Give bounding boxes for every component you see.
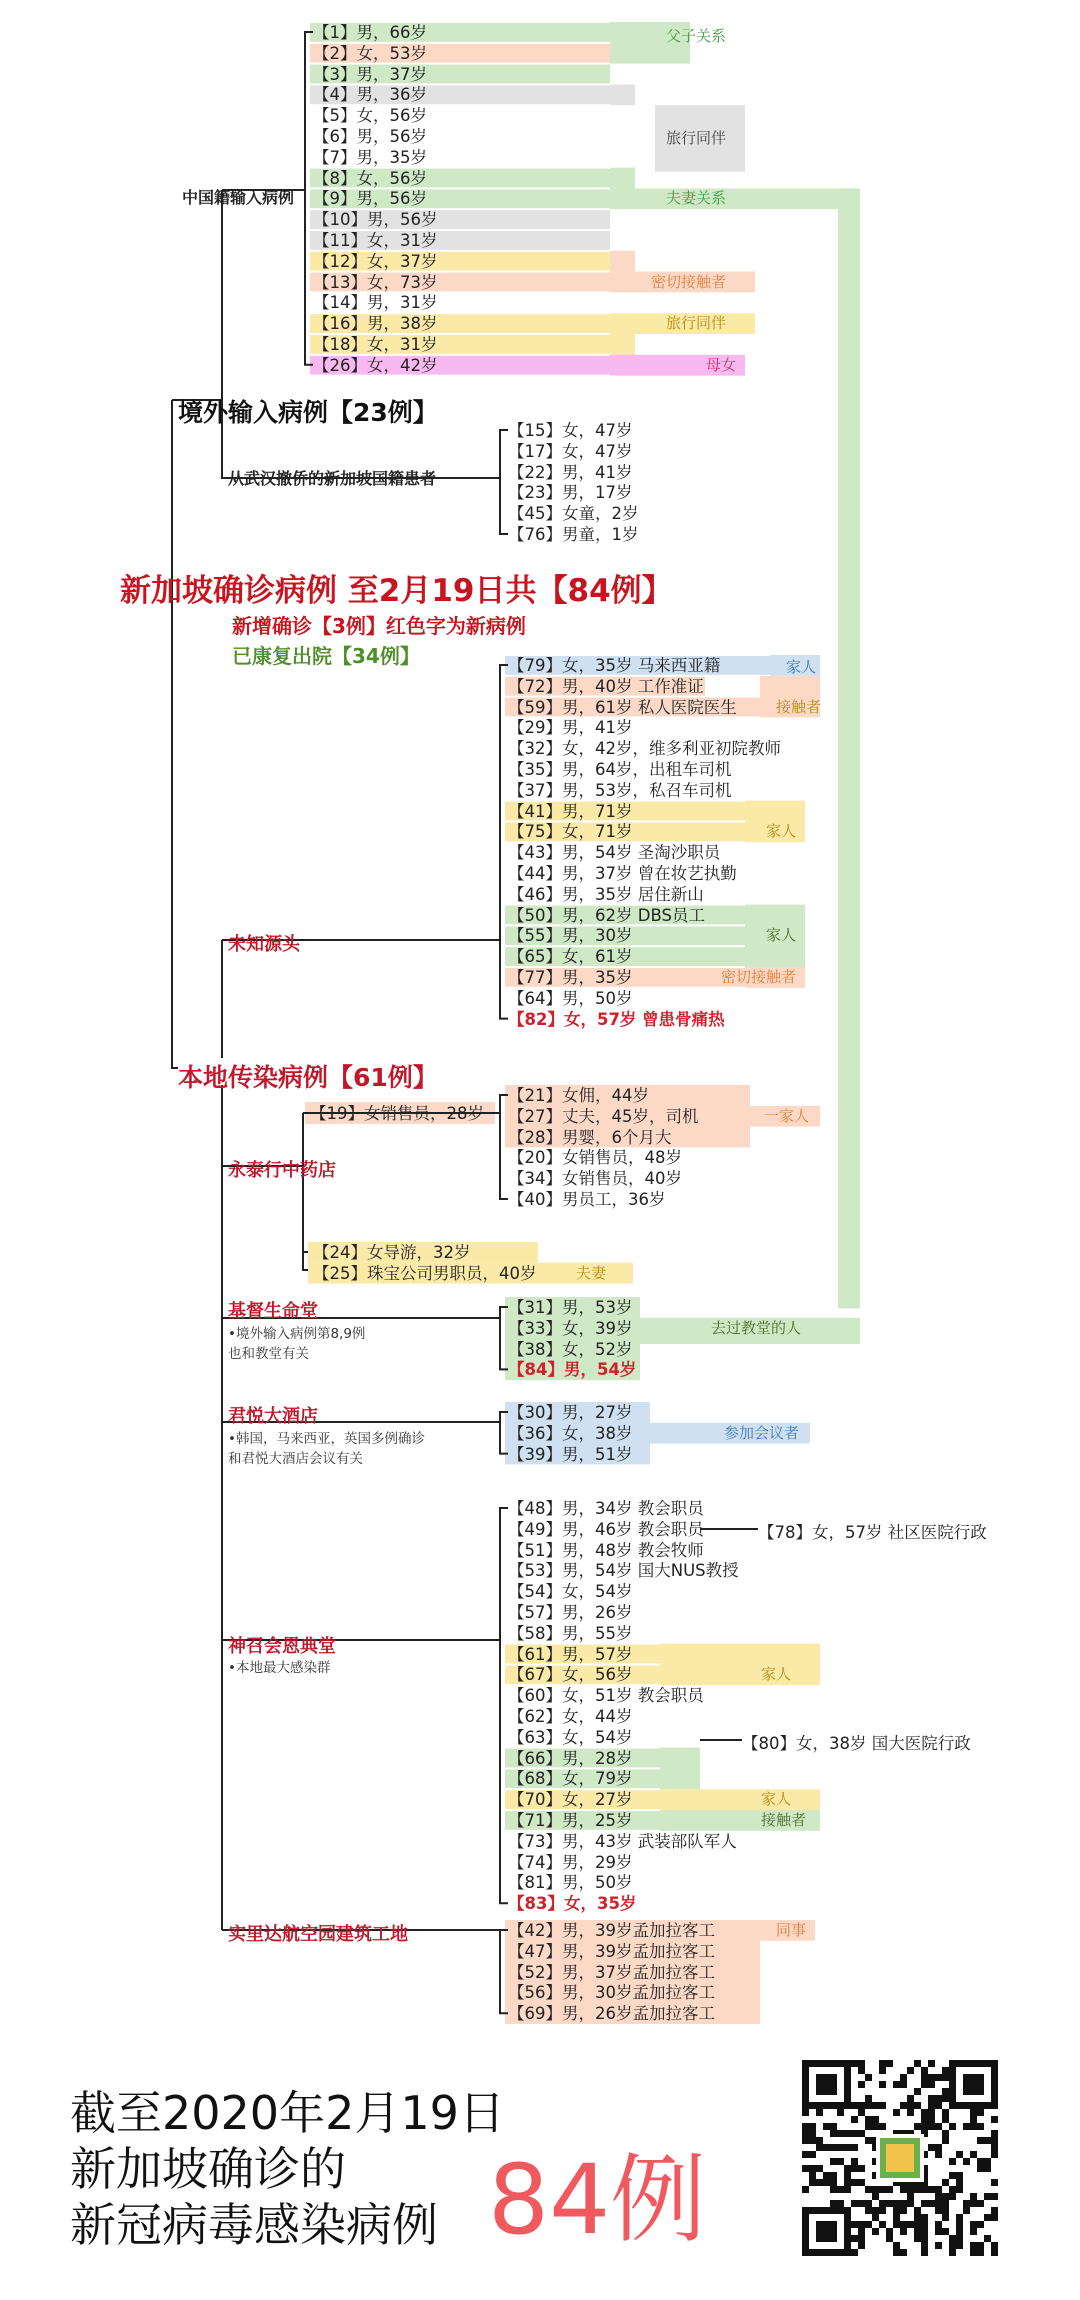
- grace-church-case: 【81】男，50岁: [508, 1873, 633, 1893]
- unknown-source-case: 【77】男，35岁: [508, 968, 633, 987]
- construction-worker-case: 【56】男，30岁孟加拉客工: [508, 1983, 715, 2003]
- unknown-source-case: 【72】男，40岁 工作准证: [508, 676, 704, 696]
- yongtai-shop-label: 永泰行中药店: [228, 1160, 336, 1181]
- chinese-imported-label: 中国籍输入病例: [182, 188, 295, 207]
- grace-church-case: 【83】女，35岁: [508, 1894, 637, 1914]
- church-case: 【38】女，52岁: [508, 1339, 633, 1359]
- grace-church-case: 【66】男，28岁: [508, 1748, 633, 1768]
- relationship-band: [660, 1748, 700, 1790]
- grace-church-case: 【60】女，51岁 教会职员: [508, 1686, 704, 1706]
- unknown-source-case: 【79】女，35岁 马来西亚籍: [508, 656, 721, 675]
- tag-father-son: 父子关系: [666, 27, 727, 45]
- imported-case: 【16】男，38岁: [313, 314, 438, 334]
- unknown-source-case: 【59】男，61岁 私人医院医生: [508, 697, 737, 717]
- imported-case: 【4】男，36岁: [313, 85, 427, 105]
- total-count: 84例: [488, 2144, 707, 2256]
- relationship-band: [610, 313, 635, 355]
- construction-worker-case: 【52】男，37岁孟加拉客工: [508, 1962, 715, 1982]
- footer-line-2: 新加坡确诊的: [70, 2142, 346, 2196]
- church-label: 基督生命堂: [228, 1301, 318, 1322]
- tag-colleagues: 同事: [776, 1921, 807, 1939]
- yongtai-case: 【20】女销售员，48岁: [508, 1148, 682, 1168]
- tag-travel-companion: 旅行同伴: [666, 129, 727, 147]
- yongtai-couple-case: 【24】女导游，32岁: [313, 1243, 471, 1262]
- imported-case: 【2】女，53岁: [313, 43, 427, 63]
- relationship-band: [610, 84, 635, 105]
- unknown-source-case: 【55】男，30岁: [508, 926, 633, 946]
- tag-family: 家人: [786, 658, 817, 676]
- tag-family-2: 家人: [766, 822, 797, 841]
- imported-case: 【7】男，35岁: [313, 147, 427, 167]
- imported-case: 【3】男，37岁: [313, 64, 427, 84]
- grace-church-note: •本地最大感染群: [228, 1660, 331, 1676]
- construction-worker-case: 【42】男，39岁孟加拉客工: [508, 1921, 715, 1940]
- footer-line-1: 截至2020年2月19日: [70, 2086, 505, 2140]
- grace-church-case: 【63】女，54岁: [508, 1727, 633, 1747]
- construction-worker-case: 【69】男，26岁孟加拉客工: [508, 2004, 715, 2024]
- tag-family-3: 家人: [766, 926, 797, 945]
- yongtai-case: 【28】男婴，6个月大: [508, 1127, 672, 1147]
- case-19: 【19】女销售员，28岁: [310, 1104, 484, 1123]
- yongtai-case: 【34】女销售员，40岁: [508, 1169, 682, 1189]
- tag-travel-companion-2: 旅行同伴: [666, 314, 727, 333]
- imported-case: 【5】女，56岁: [313, 106, 427, 126]
- tag-married-couple: 夫妻关系: [666, 189, 727, 208]
- unknown-source-case: 【75】女，71岁: [508, 822, 633, 842]
- grace-church-case: 【49】男，46岁 教会职员: [508, 1519, 704, 1539]
- grace-church-label: 神召会恩典堂: [228, 1636, 336, 1657]
- grace-church-case: 【61】男，57岁: [508, 1644, 633, 1664]
- grace-church-case: 【62】女，44岁: [508, 1707, 633, 1726]
- imported-case: 【1】男，66岁: [313, 23, 427, 42]
- new-cases-note: 新增确诊【3例】红色字为新病例: [232, 614, 526, 638]
- unknown-source-case: 【46】男，35岁 居住新山: [508, 884, 704, 904]
- unknown-source-case: 【43】男，54岁 圣淘沙职员: [508, 843, 721, 863]
- unknown-source-case: 【35】男，64岁，出租车司机: [508, 760, 732, 779]
- footer-summary: [70, 2085, 505, 2253]
- grace-church-case: 【54】女，54岁: [508, 1582, 633, 1602]
- trunk-main: [172, 400, 178, 1068]
- grace-church-case: 【71】男，25岁: [508, 1811, 633, 1830]
- imported-case: 【10】男，56岁: [313, 210, 438, 230]
- tag-close-contact: 密切接触者: [651, 272, 727, 291]
- grace-church-case: 【53】男，54岁 国大NUS教授: [508, 1561, 739, 1581]
- grace-church-case: 【51】男，48岁 教会牧师: [508, 1540, 704, 1560]
- grace-church-case: 【70】女，27岁: [508, 1790, 633, 1810]
- relationship-band: [610, 251, 635, 293]
- grace-church-case: 【74】男，29岁: [508, 1852, 633, 1872]
- tag-meeting-attendees: 参加会议者: [724, 1423, 800, 1442]
- grace-church-case: 【48】男，34岁 教会职员: [508, 1499, 704, 1518]
- tag-church-visitors: 去过教堂的人: [711, 1318, 802, 1337]
- yongtai-case: 【40】男员工，36岁: [508, 1190, 666, 1209]
- construction-site-label: 实里达航空园建筑工地: [228, 1924, 408, 1945]
- tag-contact-2: 接触者: [761, 1811, 807, 1829]
- unknown-source-case: 【50】男，62岁 DBS员工: [508, 905, 705, 925]
- yongtai-couple-case: 【25】珠宝公司男职员，40岁: [313, 1263, 537, 1283]
- recovered-note: 已康复出院【34例】: [232, 644, 420, 668]
- tag-family-5: 家人: [761, 1790, 792, 1809]
- hotel-case: 【39】男，51岁: [508, 1444, 633, 1464]
- tag-family-4: 家人: [761, 1665, 792, 1684]
- wuhan-evacuees-label: 从武汉撤侨的新加坡国籍患者: [228, 469, 437, 488]
- imported-case: 【9】男，56岁: [313, 189, 427, 209]
- unknown-source-case: 【65】女，61岁: [508, 947, 633, 967]
- wuhan-case: 【76】男童，1岁: [508, 525, 639, 544]
- hotel-case: 【36】女，38岁: [508, 1423, 633, 1443]
- church-case: 【84】男，54岁: [508, 1360, 637, 1380]
- wuhan-case: 【15】女，47岁: [508, 421, 633, 440]
- imported-case: 【26】女，42岁: [313, 355, 438, 375]
- unknown-source-label: 未知源头: [228, 934, 300, 955]
- link-band-church: [838, 188, 860, 1308]
- imported-case: 【6】男，56岁: [313, 127, 427, 146]
- yongtai-case: 【27】丈夫，45岁，司机: [508, 1106, 699, 1126]
- grace-church-case: 【73】男，43岁 武装部队军人: [508, 1831, 737, 1851]
- unknown-source-case: 【41】男，71岁: [508, 801, 633, 821]
- grace-church-case: 【68】女，79岁: [508, 1769, 633, 1789]
- case-78: 【78】女，57岁 社区医院行政: [758, 1523, 987, 1542]
- imported-case: 【12】女，37岁: [313, 251, 438, 271]
- imported-case: 【8】女，56岁: [313, 168, 427, 188]
- tag-couple: 夫妻: [576, 1263, 607, 1282]
- imported-cases-label: 境外输入病例【23例】: [178, 398, 438, 427]
- relationship-band: [610, 22, 635, 64]
- footer-line-3: 新冠病毒感染病例: [70, 2198, 438, 2252]
- wuhan-case: 【17】女，47岁: [508, 441, 633, 461]
- wuhan-case: 【22】男，41岁: [508, 462, 633, 482]
- case-80: 【80】女，38岁 国大医院行政: [742, 1734, 971, 1753]
- tag-one-family: 一家人: [764, 1106, 810, 1125]
- unknown-source-case: 【44】男，37岁 曾在妆艺执勤: [508, 864, 737, 883]
- unknown-source-case: 【32】女，42岁，维多利亚初院教师: [508, 739, 781, 759]
- church-note: •境外输入病例第8,9例 也和教堂有关: [228, 1326, 366, 1362]
- yongtai-case: 【21】女佣，44岁: [508, 1086, 649, 1105]
- relationship-band: [610, 168, 635, 210]
- construction-worker-case: 【47】男，39岁孟加拉客工: [508, 1941, 715, 1961]
- grace-church-case: 【67】女，56岁: [508, 1665, 633, 1685]
- unknown-source-case: 【82】女，57岁 曾患骨痛热: [508, 1009, 725, 1029]
- local-cases-label: 本地传染病例【61例】: [178, 1063, 438, 1092]
- tag-contact: 接触者: [776, 697, 822, 716]
- imported-case: 【13】女，73岁: [313, 272, 438, 292]
- grace-church-case: 【57】男，26岁: [508, 1603, 633, 1622]
- wuhan-case: 【45】女童，2岁: [508, 504, 639, 524]
- imported-case: 【14】男，31岁: [313, 293, 438, 313]
- tag-mother-daughter: 母女: [706, 355, 737, 374]
- church-case: 【31】男，53岁: [508, 1298, 633, 1317]
- unknown-source-case: 【64】男，50岁: [508, 988, 633, 1008]
- hotel-note: •韩国，马来西亚，英国多例确诊 和君悦大酒店会议有关: [228, 1431, 425, 1467]
- church-case: 【33】女，39岁: [508, 1318, 633, 1338]
- branch-couple: [303, 1113, 308, 1252]
- grace-church-case: 【58】男，55岁: [508, 1623, 633, 1643]
- tag-close-contact-2: 密切接触者: [721, 968, 797, 986]
- main-title: 新加坡确诊病例 至2月19日共【84例】: [120, 573, 673, 609]
- qr-code-icon: [802, 2060, 998, 2256]
- imported-case: 【11】女，31岁: [313, 231, 438, 250]
- imported-case: 【18】女，31岁: [313, 335, 438, 354]
- hotel-case: 【30】男，27岁: [508, 1403, 633, 1422]
- wuhan-case: 【23】男，17岁: [508, 483, 633, 503]
- hotel-label: 君悦大酒店: [228, 1406, 318, 1427]
- unknown-source-case: 【29】男，41岁: [508, 718, 633, 738]
- unknown-source-case: 【37】男，53岁，私召车司机: [508, 780, 732, 800]
